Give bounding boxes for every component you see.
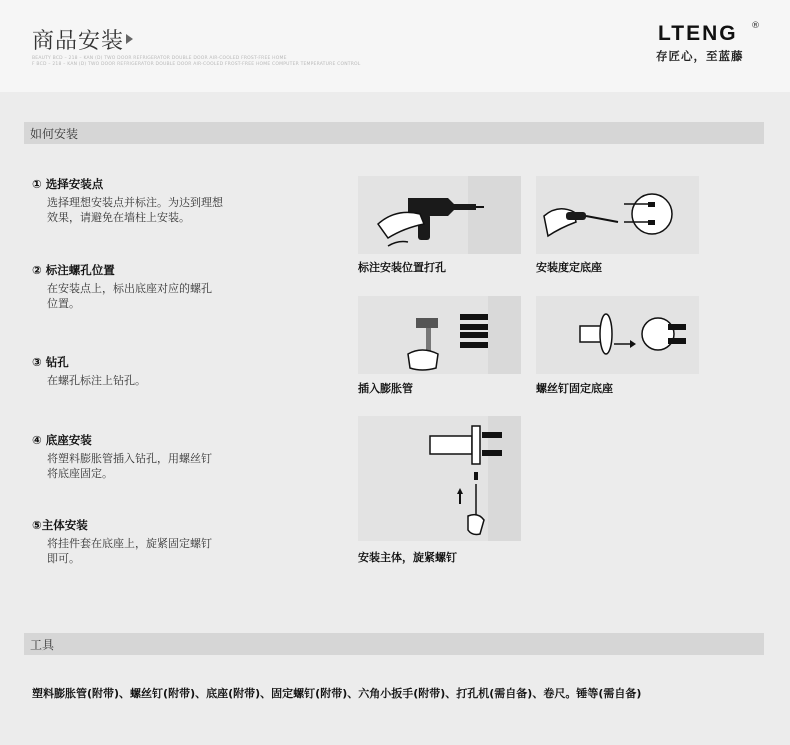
page-title: 商品安装 [32,29,125,54]
figure-caption: 标注安装位置打孔 [358,261,446,274]
step-title: ② 标注螺孔位置 [32,263,115,277]
figure-caption: 安装度定底座 [536,261,602,274]
install-section-heading: 如何安装 [30,127,79,141]
page-header [0,0,790,92]
base-mount-icon [536,296,699,374]
figure-caption: 插入膨胀管 [358,382,413,395]
step-description: 在安装点上，标出底座对应的螺孔 位置。 [47,282,212,310]
step-description: 将挂件套在底座上，旋紧固定螺钉 即可。 [47,537,212,565]
figure-hammer [358,296,521,374]
figure-tighten-screw [358,416,521,541]
tools-section-bar [24,633,764,655]
tighten-screw-icon [358,416,521,541]
step-title: ① 选择安装点 [32,177,104,191]
step-3 [32,354,146,388]
hammer-icon [358,296,521,374]
figure-caption: 安装主体，旋紧螺钉 [358,551,457,564]
figure-screwdriver [536,176,699,254]
title-arrow-icon [126,34,133,44]
step-title: ⑤主体安装 [32,518,88,532]
step-title: ③ 钻孔 [32,355,69,369]
step-description: 将塑料膨胀管插入钻孔，用螺丝钉 将底座固定。 [47,452,212,480]
brand-slogan: 存匠心，至蓝藤 [656,49,744,63]
brand-logo: LTENG [658,22,738,45]
registered-mark: ® [751,21,760,31]
step-1 [32,176,223,225]
step-description: 在螺孔标注上钻孔。 [47,374,146,387]
figure-base-mount [536,296,699,374]
figure-drill [358,176,521,254]
drill-icon [358,176,521,254]
step-2 [32,262,212,311]
step-title: ④ 底座安装 [32,433,92,447]
step-4 [32,432,212,481]
step-description: 选择理想安装点并标注。为达到理想 效果，请避免在墙柱上安装。 [47,196,223,224]
screwdriver-icon [536,176,699,254]
tools-section-heading: 工具 [30,638,55,652]
header-subline-1: BEAUTY BCD – 218 – KAN (D) TWO DOOR REFRIGERATOR DOUBLE DOOR AIR-COOLED FROST-FREE HOME [32,56,287,61]
install-section-bar [24,122,764,144]
header-subline-2: F BCD – 218 – KAN (D) TWO DOOR REFRIGERATOR DOUBLE DOOR AIR-COOLED FROST-FREE HOME COMPUTER TEMPERATURE CONTROL [32,62,361,67]
tools-list: 塑料膨胀管(附带)、螺丝钉(附带)、底座(附带)、固定螺钉(附带)、六角小扳手(附带)、打孔机(需自备)、卷尺。锤等(需自备) [32,687,642,700]
figure-caption: 螺丝钉固定底座 [536,382,613,395]
step-5 [32,517,212,566]
